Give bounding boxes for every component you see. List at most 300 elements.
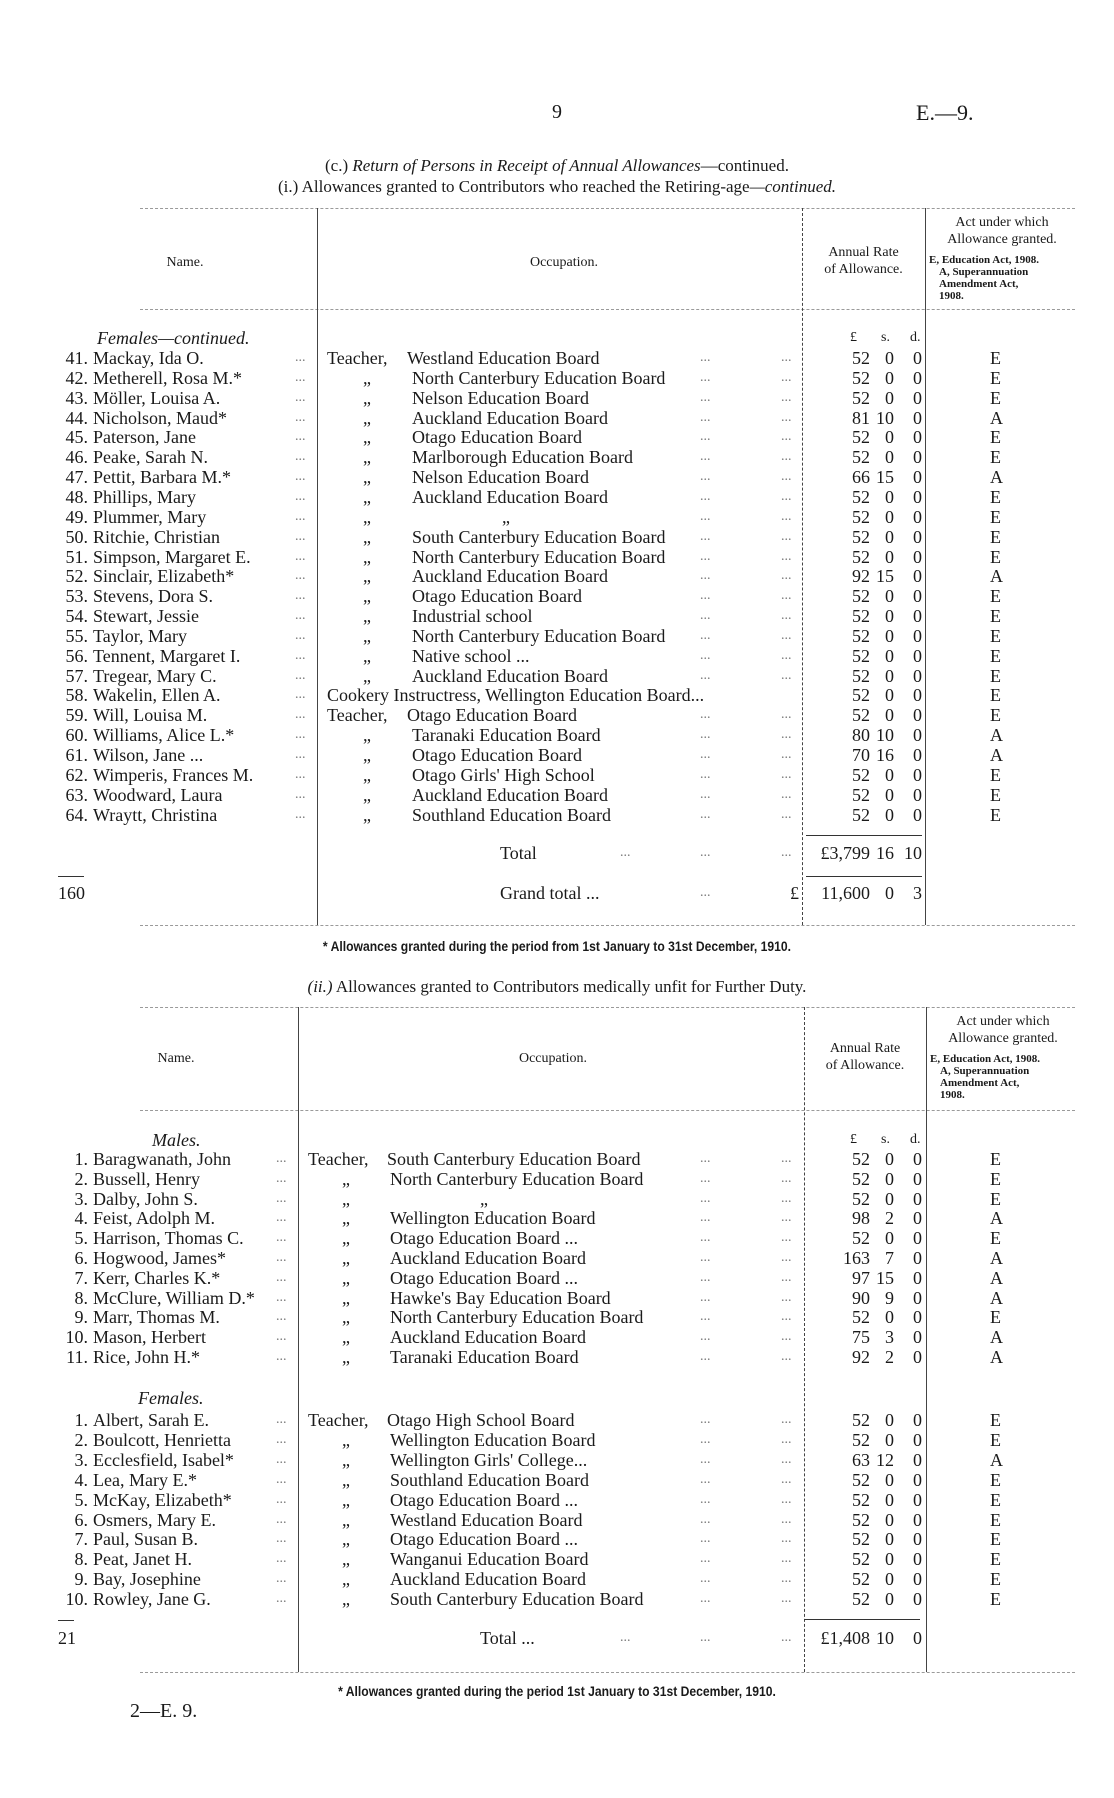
row-occupation: Wanganui Education Board — [390, 1549, 589, 1569]
row-shillings: 12 — [876, 1450, 894, 1470]
row-act: E — [990, 805, 1001, 825]
row-shillings: 0 — [885, 1410, 894, 1430]
leader-dots: ... — [295, 509, 306, 524]
row-act: A — [990, 1450, 1003, 1470]
row-pence: 0 — [913, 1288, 922, 1308]
row-pence: 0 — [913, 507, 922, 527]
leader-dots: ... — [295, 687, 306, 702]
row-name: Rice, John H.* — [93, 1347, 200, 1367]
leader-dots: ... — [700, 1270, 711, 1285]
row-pounds: 52 — [852, 447, 870, 467]
leader-dots: ... — [781, 1551, 792, 1566]
row-pence: 0 — [913, 1490, 922, 1510]
row-act: E — [990, 1410, 1001, 1430]
row-pounds: 52 — [852, 606, 870, 626]
row-act: E — [990, 1490, 1001, 1510]
leader-dots: ... — [276, 1571, 287, 1586]
row-number: 59. — [65, 705, 88, 725]
table-row — [0, 725, 1114, 745]
table-top-rule — [140, 1007, 1075, 1008]
row-name: Taylor, Mary — [93, 626, 187, 646]
row-occupation: North Canterbury Education Board — [390, 1307, 644, 1327]
group-label-females: Females. — [138, 1388, 204, 1408]
table-row — [0, 1549, 1114, 1569]
row-act: A — [990, 467, 1003, 487]
row-name: Dalby, John S. — [93, 1189, 198, 1209]
leader-dots: ... — [700, 807, 711, 822]
table1-title-text: Allowances granted to Contributors who reached the Retiring-age — [301, 177, 750, 196]
row-occupation: Nelson Education Board — [412, 467, 589, 487]
row-act: A — [990, 1327, 1003, 1347]
document-reference: E.—9. — [916, 100, 974, 125]
row-pence: 0 — [913, 586, 922, 606]
row-pounds: 52 — [852, 1228, 870, 1248]
leader-dots: ... — [700, 350, 711, 365]
row-name: Metherell, Rosa M.* — [93, 368, 242, 388]
row-pence: 0 — [913, 1450, 922, 1470]
row-occupation: North Canterbury Education Board — [390, 1169, 644, 1189]
row-pounds: 52 — [852, 1169, 870, 1189]
row-act: E — [990, 1529, 1001, 1549]
row-pence: 0 — [913, 368, 922, 388]
table-row — [0, 785, 1114, 805]
row-shillings: 7 — [885, 1248, 894, 1268]
row-pence: 0 — [913, 1529, 922, 1549]
row-name: Albert, Sarah E. — [93, 1410, 209, 1430]
leader-dots: ... — [700, 529, 711, 544]
row-shillings: 0 — [885, 1529, 894, 1549]
leader-dots: ... — [700, 1452, 711, 1467]
row-name: Stevens, Dora S. — [93, 586, 213, 606]
row-number: 51. — [65, 547, 88, 567]
row-occupation: Marlborough Education Board — [412, 447, 633, 467]
leader-dots: ... — [295, 588, 306, 603]
leader-dots: ... — [781, 489, 792, 504]
row-number: 52. — [65, 566, 88, 586]
row-pounds: 52 — [852, 1549, 870, 1569]
row-pounds: 81 — [852, 408, 870, 428]
row-act: A — [990, 1248, 1003, 1268]
ditto-mark: „ — [363, 467, 371, 487]
row-act: A — [990, 408, 1003, 428]
row-name: McClure, William D.* — [93, 1288, 255, 1308]
row-shillings: 0 — [885, 368, 894, 388]
table2-footnote: * Allowances granted during the period 1st January to 31st December, 1910. — [338, 1684, 776, 1699]
leader-dots: ... — [295, 767, 306, 782]
leader-dots: ... — [276, 1472, 287, 1487]
row-pence: 0 — [913, 447, 922, 467]
table-row — [0, 1307, 1114, 1327]
leader-dots: ... — [276, 1191, 287, 1206]
leader-dots: ... — [700, 648, 711, 663]
row-pence: 0 — [913, 566, 922, 586]
leader-dots: ... — [276, 1250, 287, 1265]
row-name: Bay, Josephine — [93, 1569, 201, 1589]
row-pounds: 52 — [852, 1307, 870, 1327]
leader-dots: ... — [295, 469, 306, 484]
total-rule — [806, 835, 922, 836]
leader-dots: ... — [781, 767, 792, 782]
header-name: Name. — [166, 255, 204, 270]
ditto-mark: „ — [363, 765, 371, 785]
leader-dots: ... — [700, 1250, 711, 1265]
leader-dots: ... — [295, 549, 306, 564]
header-act-key: Amendment Act, — [940, 1077, 1020, 1089]
row-act: E — [990, 646, 1001, 666]
leader-dots: ... — [781, 1452, 792, 1467]
ditto-mark: „ — [342, 1288, 350, 1308]
page-number: 9 — [552, 101, 562, 123]
leader-dots: ... — [700, 1551, 711, 1566]
row-pence: 0 — [913, 1208, 922, 1228]
leader-dots: ... — [700, 1191, 711, 1206]
row-name: Feist, Adolph M. — [93, 1208, 216, 1228]
pence-unit: d. — [910, 1132, 921, 1147]
row-pence: 0 — [913, 1470, 922, 1490]
footer-reference: 2—E. 9. — [130, 1700, 198, 1722]
section-title-suffix: —continued. — [700, 156, 789, 175]
row-name: Bussell, Henry — [93, 1169, 200, 1189]
header-act-key: A, Superannuation — [940, 1065, 1030, 1077]
leader-dots: ... — [781, 370, 792, 385]
row-act: E — [990, 785, 1001, 805]
row-name: Plummer, Mary — [93, 507, 207, 527]
header-act-1: Act under which — [956, 1014, 1050, 1029]
row-number: 2. — [74, 1169, 88, 1189]
row-occupation: Otago Education Board ... — [390, 1529, 578, 1549]
row-pounds: 52 — [852, 1470, 870, 1490]
row-pounds: 52 — [852, 1510, 870, 1530]
leader-dots: ... — [276, 1551, 287, 1566]
header-act-key: Amendment Act, — [939, 278, 1019, 290]
ditto-mark: „ — [363, 586, 371, 606]
row-occupation: Westland Education Board — [407, 348, 600, 368]
table1-title-prefix: (i.) — [277, 177, 299, 196]
ditto-mark: „ — [363, 646, 371, 666]
leader-dots: ... — [295, 390, 306, 405]
row-pence: 0 — [913, 527, 922, 547]
row-shillings: 0 — [885, 1169, 894, 1189]
leader-dots: ... — [700, 628, 711, 643]
row-occupation: Otago Girls' High School — [412, 765, 595, 785]
table-row — [0, 1268, 1114, 1288]
row-occupation-prefix: Teacher, — [308, 1149, 369, 1169]
row-pence: 0 — [913, 427, 922, 447]
row-pounds: 90 — [852, 1288, 870, 1308]
row-number: 10. — [65, 1327, 88, 1347]
row-number: 4. — [74, 1208, 88, 1228]
leader-dots: ... — [700, 1151, 711, 1166]
row-shillings: 15 — [876, 566, 894, 586]
ditto-mark: „ — [363, 447, 371, 467]
row-occupation: Auckland Education Board — [412, 785, 608, 805]
row-name: Peake, Sarah N. — [93, 447, 208, 467]
row-occupation: Industrial school — [412, 606, 533, 626]
table-row — [0, 427, 1114, 447]
row-number: 60. — [65, 725, 88, 745]
row-act: E — [990, 1569, 1001, 1589]
table-row — [0, 388, 1114, 408]
leader-dots: ... — [700, 509, 711, 524]
leader-dots: ... — [276, 1230, 287, 1245]
grand-total-pounds: 11,600 — [821, 883, 870, 903]
pounds-unit: £ — [850, 330, 857, 345]
table1-footnote: * Allowances granted during the period from 1st January to 31st December, 1910. — [322, 939, 792, 954]
row-occupation: Auckland Education Board — [412, 487, 608, 507]
row-number: 8. — [74, 1549, 88, 1569]
row-occupation: South Canterbury Education Board — [412, 527, 666, 547]
leader-dots: ... — [700, 1290, 711, 1305]
leader-dots: ... — [781, 1191, 792, 1206]
header-bottom-rule — [140, 309, 1075, 310]
leader-dots: ... — [700, 449, 711, 464]
table-row — [0, 805, 1114, 825]
leader-dots: ... — [276, 1309, 287, 1324]
leader-dots: ... — [781, 1630, 792, 1645]
row-pounds: 52 — [852, 527, 870, 547]
row-pence: 0 — [913, 1410, 922, 1430]
ditto-mark: „ — [363, 547, 371, 567]
pence-unit: d. — [910, 330, 921, 345]
row-pounds: 52 — [852, 348, 870, 368]
table-row — [0, 527, 1114, 547]
row-pounds: 92 — [852, 1347, 870, 1367]
leader-dots: ... — [295, 429, 306, 444]
leader-dots: ... — [781, 1432, 792, 1447]
leader-dots: ... — [781, 1171, 792, 1186]
row-number: 7. — [74, 1529, 88, 1549]
row-occupation: Otago Education Board ... — [390, 1268, 578, 1288]
ditto-mark: „ — [342, 1510, 350, 1530]
leader-dots: ... — [781, 1210, 792, 1225]
row-pounds: 97 — [852, 1268, 870, 1288]
leader-dots: ... — [700, 885, 711, 900]
leader-dots: ... — [276, 1512, 287, 1527]
leader-dots: ... — [781, 747, 792, 762]
ditto-mark: „ — [342, 1169, 350, 1189]
total-pence: 0 — [913, 1628, 922, 1648]
row-occupation: Native school ... — [412, 646, 530, 666]
row-act: E — [990, 507, 1001, 527]
leader-dots: ... — [276, 1290, 287, 1305]
shillings-unit: s. — [881, 330, 890, 345]
row-pounds: 52 — [852, 626, 870, 646]
table-row — [0, 646, 1114, 666]
leader-dots: ... — [781, 1250, 792, 1265]
row-pence: 0 — [913, 487, 922, 507]
row-pence: 0 — [913, 1248, 922, 1268]
row-shillings: 0 — [885, 1149, 894, 1169]
shillings-unit: s. — [881, 1132, 890, 1147]
row-shillings: 0 — [885, 1307, 894, 1327]
row-pence: 0 — [913, 1307, 922, 1327]
leader-dots: ... — [700, 1329, 711, 1344]
grand-total-rule — [806, 876, 922, 877]
leader-dots: ... — [781, 1591, 792, 1606]
ditto-mark: „ — [502, 507, 510, 527]
count-rule — [58, 1620, 74, 1621]
row-pence: 0 — [913, 1569, 922, 1589]
row-shillings: 0 — [885, 547, 894, 567]
row-shillings: 3 — [885, 1327, 894, 1347]
row-shillings: 15 — [876, 467, 894, 487]
row-act: E — [990, 1307, 1001, 1327]
row-name: Mason, Herbert — [93, 1327, 206, 1347]
row-occupation: Wellington Education Board — [390, 1208, 596, 1228]
row-pounds: 52 — [852, 1149, 870, 1169]
leader-dots: ... — [781, 1512, 792, 1527]
row-shillings: 0 — [885, 646, 894, 666]
header-act-key: E, Education Act, 1908. — [930, 1053, 1041, 1065]
row-pence: 0 — [913, 1169, 922, 1189]
row-name: Ritchie, Christian — [93, 527, 220, 547]
row-name: Tennent, Margaret I. — [93, 646, 241, 666]
row-pounds: 52 — [852, 1189, 870, 1209]
row-name: Pettit, Barbara M.* — [93, 467, 231, 487]
leader-dots: ... — [781, 1492, 792, 1507]
row-pence: 0 — [913, 606, 922, 626]
leader-dots: ... — [781, 807, 792, 822]
ditto-mark: „ — [342, 1569, 350, 1589]
table2-title-prefix: (ii.) — [307, 977, 333, 996]
row-occupation: Southland Education Board — [390, 1470, 589, 1490]
header-occupation: Occupation. — [518, 1051, 588, 1066]
ditto-mark: „ — [342, 1248, 350, 1268]
leader-dots: ... — [781, 568, 792, 583]
grand-total-currency: £ — [790, 883, 799, 903]
table-row — [0, 1529, 1114, 1549]
ditto-mark: „ — [480, 1189, 488, 1209]
leader-dots: ... — [781, 1270, 792, 1285]
row-pounds: 63 — [852, 1450, 870, 1470]
row-number: 57. — [65, 666, 88, 686]
table-row — [0, 606, 1114, 626]
row-pence: 0 — [913, 388, 922, 408]
row-shillings: 0 — [885, 447, 894, 467]
row-occupation: Auckland Education Board — [412, 666, 608, 686]
row-shillings: 0 — [885, 626, 894, 646]
row-act: E — [990, 1510, 1001, 1530]
table-row — [0, 1510, 1114, 1530]
table-row — [0, 547, 1114, 567]
row-act: A — [990, 1208, 1003, 1228]
row-number: 44. — [65, 408, 88, 428]
table-row — [0, 507, 1114, 527]
row-act: E — [990, 427, 1001, 447]
row-pence: 0 — [913, 348, 922, 368]
leader-dots: ... — [781, 429, 792, 444]
leader-dots: ... — [276, 1171, 287, 1186]
total-pounds: £1,408 — [820, 1628, 870, 1648]
row-number: 5. — [74, 1228, 88, 1248]
table-row — [0, 348, 1114, 368]
row-pence: 0 — [913, 626, 922, 646]
header-rate-2: of Allowance. — [824, 262, 903, 277]
row-name: Osmers, Mary E. — [93, 1510, 216, 1530]
table-row — [0, 1248, 1114, 1268]
row-act: E — [990, 348, 1001, 368]
row-occupation: North Canterbury Education Board — [412, 626, 666, 646]
grand-total-shillings: 0 — [885, 883, 894, 903]
row-act: E — [990, 705, 1001, 725]
row-pounds: 52 — [852, 765, 870, 785]
row-number: 8. — [74, 1288, 88, 1308]
row-act: E — [990, 1189, 1001, 1209]
leader-dots: ... — [276, 1531, 287, 1546]
leader-dots: ... — [276, 1151, 287, 1166]
row-occupation-prefix: Teacher, — [308, 1410, 369, 1430]
leader-dots: ... — [295, 410, 306, 425]
table-row — [0, 1208, 1114, 1228]
row-shillings: 0 — [885, 1470, 894, 1490]
row-act: E — [990, 586, 1001, 606]
ditto-mark: „ — [363, 745, 371, 765]
row-shillings: 0 — [885, 348, 894, 368]
row-occupation: Southland Education Board — [412, 805, 611, 825]
row-number: 41. — [65, 348, 88, 368]
ditto-mark: „ — [342, 1430, 350, 1450]
group-label-males: Males. — [152, 1130, 201, 1150]
row-occupation: Otago Education Board ... — [390, 1228, 578, 1248]
leader-dots: ... — [295, 787, 306, 802]
row-occupation-prefix: Teacher, — [327, 348, 388, 368]
grand-total-count: 160 — [58, 883, 85, 903]
ditto-mark: „ — [363, 507, 371, 527]
row-act: E — [990, 388, 1001, 408]
row-occupation: Wellington Girls' College... — [390, 1450, 588, 1470]
row-number: 62. — [65, 765, 88, 785]
row-name: Sinclair, Elizabeth* — [93, 566, 235, 586]
ditto-mark: „ — [342, 1470, 350, 1490]
row-shillings: 0 — [885, 805, 894, 825]
header-bottom-rule — [140, 1110, 1075, 1111]
row-pounds: 52 — [852, 1529, 870, 1549]
row-pounds: 52 — [852, 1490, 870, 1510]
leader-dots: ... — [295, 727, 306, 742]
leader-dots: ... — [781, 1290, 792, 1305]
table-bottom-rule — [140, 925, 1075, 926]
row-pence: 0 — [913, 805, 922, 825]
row-pounds: 52 — [852, 705, 870, 725]
row-occupation: Wellington Education Board — [390, 1430, 596, 1450]
table-row — [0, 1288, 1114, 1308]
table-row — [0, 626, 1114, 646]
row-pounds: 52 — [852, 685, 870, 705]
row-shillings: 0 — [885, 765, 894, 785]
row-pounds: 52 — [852, 1410, 870, 1430]
row-number: 54. — [65, 606, 88, 626]
row-shillings: 0 — [885, 586, 894, 606]
row-shillings: 0 — [885, 606, 894, 626]
row-occupation: Westland Education Board — [390, 1510, 583, 1530]
table-row — [0, 1569, 1114, 1589]
header-act-2: Allowance granted. — [948, 1031, 1058, 1046]
row-pounds: 92 — [852, 566, 870, 586]
total-pounds: £3,799 — [820, 843, 870, 863]
header-act-key: E, Education Act, 1908. — [929, 254, 1040, 266]
ditto-mark: „ — [342, 1589, 350, 1609]
total-shillings: 10 — [876, 1628, 894, 1648]
row-pence: 0 — [913, 745, 922, 765]
row-shillings: 0 — [885, 1510, 894, 1530]
leader-dots: ... — [700, 1492, 711, 1507]
leader-dots: ... — [700, 1309, 711, 1324]
leader-dots: ... — [700, 1349, 711, 1364]
row-pence: 0 — [913, 705, 922, 725]
leader-dots: ... — [781, 410, 792, 425]
row-occupation: Taranaki Education Board — [412, 725, 601, 745]
row-pence: 0 — [913, 725, 922, 745]
